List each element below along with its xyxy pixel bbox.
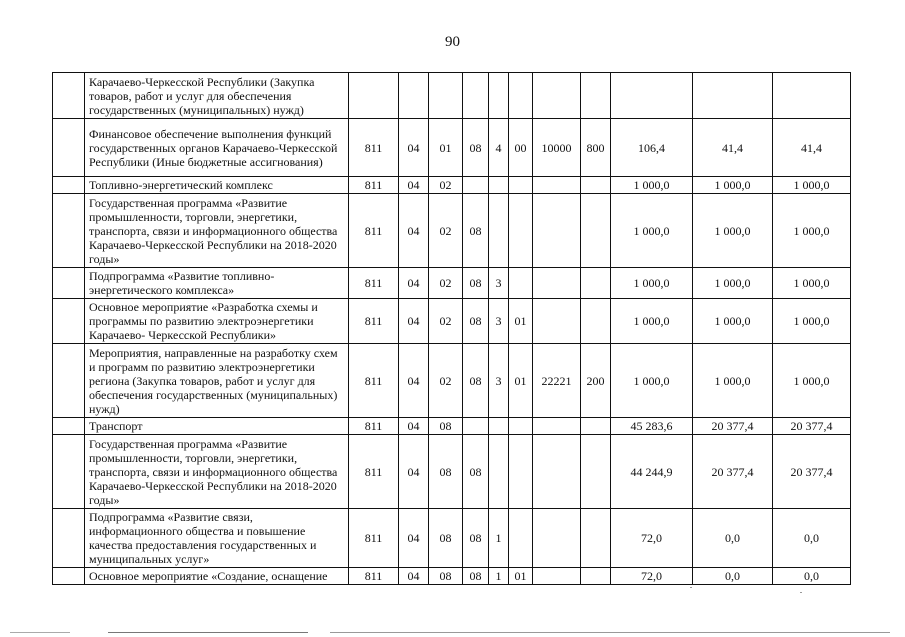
target-article-event-cell	[509, 73, 533, 119]
row-name-cell: Мероприятия, направленные на разработку схем и программ по развитию электроэнергетики региона (Закупка товаров, работ и услуг для обеспечения государственных (муниципальных) нужд)	[85, 344, 349, 418]
row-number-cell	[53, 418, 85, 435]
row-name-cell: Транспорт	[85, 418, 349, 435]
row-number-cell	[53, 177, 85, 194]
sum-year-3-cell: 20 377,4	[773, 435, 851, 509]
sum-year-1-cell: 72,0	[611, 509, 693, 568]
row-number-cell	[53, 344, 85, 418]
target-article-program-cell: 08	[463, 435, 489, 509]
target-article-direction-cell	[533, 73, 581, 119]
ved-code-cell: 811	[349, 435, 399, 509]
row-number-cell	[53, 194, 85, 268]
sum-year-1-cell: 1 000,0	[611, 177, 693, 194]
sum-year-3-cell: 1 000,0	[773, 299, 851, 344]
target-article-direction-cell	[533, 194, 581, 268]
subsection-code-cell: 08	[429, 509, 463, 568]
target-article-program-cell: 08	[463, 194, 489, 268]
table-row	[53, 73, 851, 119]
ved-code-cell: 811	[349, 119, 399, 177]
subsection-code-cell: 02	[429, 177, 463, 194]
expense-type-cell	[581, 194, 611, 268]
row-number-cell	[53, 509, 85, 568]
section-code-cell	[399, 73, 429, 119]
sum-year-3-cell: 0,0	[773, 568, 851, 585]
table-row	[53, 568, 851, 585]
target-article-event-cell	[509, 509, 533, 568]
row-number-cell	[53, 568, 85, 585]
sum-year-1-cell: 1 000,0	[611, 194, 693, 268]
table-row	[53, 418, 851, 435]
expense-type-cell	[581, 73, 611, 119]
target-article-program-cell: 08	[463, 509, 489, 568]
expense-type-cell	[581, 268, 611, 299]
row-name-cell: Карачаево-Черкесской Республики (Закупка товаров, работ и услуг для обеспечения государственных (муниципальных) нужд)	[85, 73, 349, 119]
target-article-subprogram-cell: 3	[489, 344, 509, 418]
sum-year-1-cell: 1 000,0	[611, 299, 693, 344]
sum-year-2-cell: 1 000,0	[693, 344, 773, 418]
expense-type-cell	[581, 568, 611, 585]
section-code-cell: 04	[399, 177, 429, 194]
section-code-cell: 04	[399, 509, 429, 568]
subsection-code-cell	[429, 73, 463, 119]
ved-code-cell: 811	[349, 344, 399, 418]
table-row	[53, 268, 851, 299]
subsection-code-cell: 08	[429, 435, 463, 509]
sum-year-1-cell: 44 244,9	[611, 435, 693, 509]
sum-year-3-cell: 41,4	[773, 119, 851, 177]
sum-year-3-cell: 1 000,0	[773, 194, 851, 268]
expense-type-cell: 800	[581, 119, 611, 177]
target-article-program-cell	[463, 418, 489, 435]
row-name-cell: Основное мероприятие «Разработка схемы и программы по развитию электроэнергетики Карачаево- Черкесской Республики»	[85, 299, 349, 344]
expense-type-cell	[581, 418, 611, 435]
expense-type-cell	[581, 177, 611, 194]
target-article-program-cell: 08	[463, 344, 489, 418]
sum-year-1-cell	[611, 73, 693, 119]
row-name-cell: Государственная программа «Развитие промышленности, торговли, энергетики, транспорта, связи и информационного общества Карачаево-Черкесской Республики на 2018-2020 годы»	[85, 435, 349, 509]
sum-year-2-cell: 0,0	[693, 509, 773, 568]
sum-year-2-cell: 41,4	[693, 119, 773, 177]
row-name-cell: Топливно-энергетический комплекс	[85, 177, 349, 194]
target-article-program-cell: 08	[463, 119, 489, 177]
sum-year-3-cell: 1 000,0	[773, 268, 851, 299]
row-name-cell: Подпрограмма «Развитие топливно-энергетического комплекса»	[85, 268, 349, 299]
target-article-event-cell: 01	[509, 344, 533, 418]
table-row	[53, 435, 851, 509]
sum-year-3-cell: 1 000,0	[773, 177, 851, 194]
sum-year-2-cell: 0,0	[693, 568, 773, 585]
target-article-direction-cell	[533, 568, 581, 585]
target-article-subprogram-cell: 4	[489, 119, 509, 177]
sum-year-2-cell: 20 377,4	[693, 435, 773, 509]
ved-code-cell: 811	[349, 194, 399, 268]
expense-type-cell	[581, 299, 611, 344]
table-row	[53, 509, 851, 568]
ved-code-cell: 811	[349, 299, 399, 344]
ved-code-cell	[349, 73, 399, 119]
target-article-subprogram-cell	[489, 435, 509, 509]
sum-year-1-cell: 45 283,6	[611, 418, 693, 435]
ved-code-cell: 811	[349, 568, 399, 585]
target-article-event-cell: 01	[509, 568, 533, 585]
sum-year-1-cell: 1 000,0	[611, 268, 693, 299]
subsection-code-cell: 02	[429, 268, 463, 299]
table-row	[53, 177, 851, 194]
sum-year-2-cell: 1 000,0	[693, 177, 773, 194]
ved-code-cell: 811	[349, 268, 399, 299]
target-article-subprogram-cell: 1	[489, 509, 509, 568]
target-article-direction-cell	[533, 435, 581, 509]
target-article-subprogram-cell	[489, 418, 509, 435]
section-code-cell: 04	[399, 344, 429, 418]
target-article-event-cell	[509, 418, 533, 435]
target-article-event-cell: 00	[509, 119, 533, 177]
sum-year-1-cell: 106,4	[611, 119, 693, 177]
sum-year-2-cell: 20 377,4	[693, 418, 773, 435]
row-number-cell	[53, 119, 85, 177]
row-number-cell	[53, 73, 85, 119]
sum-year-2-cell: 1 000,0	[693, 299, 773, 344]
ved-code-cell: 811	[349, 509, 399, 568]
budget-table	[52, 72, 851, 585]
scan-artifact-line	[330, 632, 890, 633]
sum-year-3-cell: 1 000,0	[773, 344, 851, 418]
page-number: 90	[445, 34, 460, 50]
section-code-cell: 04	[399, 119, 429, 177]
target-article-subprogram-cell: 3	[489, 299, 509, 344]
section-code-cell: 04	[399, 568, 429, 585]
target-article-subprogram-cell	[489, 73, 509, 119]
target-article-direction-cell	[533, 418, 581, 435]
target-article-direction-cell: 22221	[533, 344, 581, 418]
target-article-direction-cell	[533, 299, 581, 344]
target-article-program-cell	[463, 177, 489, 194]
target-article-program-cell	[463, 73, 489, 119]
target-article-event-cell	[509, 177, 533, 194]
sum-year-3-cell: 20 377,4	[773, 418, 851, 435]
ved-code-cell: 811	[349, 418, 399, 435]
target-article-direction-cell: 10000	[533, 119, 581, 177]
subsection-code-cell: 08	[429, 418, 463, 435]
table-row	[53, 194, 851, 268]
target-article-event-cell	[509, 435, 533, 509]
row-number-cell	[53, 299, 85, 344]
target-article-subprogram-cell: 3	[489, 268, 509, 299]
target-article-event-cell: 01	[509, 299, 533, 344]
target-article-program-cell: 08	[463, 299, 489, 344]
row-name-cell: Финансовое обеспечение выполнения функций государственных органов Карачаево-Черкесской Республики (Иные бюджетные ассигнования)	[85, 119, 349, 177]
row-name-cell: Основное мероприятие «Создание, оснащение	[85, 568, 349, 585]
row-name-cell: Подпрограмма «Развитие связи, информационного общества и повышение качества предоставления государственных и муниципальных услуг»	[85, 509, 349, 568]
sum-year-3-cell	[773, 73, 851, 119]
subsection-code-cell: 02	[429, 344, 463, 418]
expense-type-cell	[581, 509, 611, 568]
section-code-cell: 04	[399, 268, 429, 299]
subsection-code-cell: 02	[429, 194, 463, 268]
subsection-code-cell: 08	[429, 568, 463, 585]
target-article-subprogram-cell	[489, 194, 509, 268]
scan-artifact-dot	[800, 592, 802, 593]
table-row	[53, 119, 851, 177]
target-article-direction-cell	[533, 509, 581, 568]
target-article-subprogram-cell	[489, 177, 509, 194]
row-name-cell: Государственная программа «Развитие промышленности, торговли, энергетики, транспорта, связи и информационного общества Карачаево-Черкесской Республики на 2018-2020 годы»	[85, 194, 349, 268]
sum-year-1-cell: 72,0	[611, 568, 693, 585]
row-number-cell	[53, 435, 85, 509]
scan-artifact-dot	[690, 587, 692, 588]
scan-artifact-line	[108, 632, 308, 633]
sum-year-2-cell: 1 000,0	[693, 194, 773, 268]
ved-code-cell: 811	[349, 177, 399, 194]
row-number-cell	[53, 268, 85, 299]
target-article-program-cell: 08	[463, 568, 489, 585]
section-code-cell: 04	[399, 299, 429, 344]
target-article-event-cell	[509, 268, 533, 299]
subsection-code-cell: 01	[429, 119, 463, 177]
sum-year-1-cell: 1 000,0	[611, 344, 693, 418]
target-article-event-cell	[509, 194, 533, 268]
section-code-cell: 04	[399, 194, 429, 268]
target-article-program-cell: 08	[463, 268, 489, 299]
target-article-subprogram-cell: 1	[489, 568, 509, 585]
expense-type-cell	[581, 435, 611, 509]
section-code-cell: 04	[399, 435, 429, 509]
table-row	[53, 299, 851, 344]
table-row	[53, 344, 851, 418]
target-article-direction-cell	[533, 177, 581, 194]
sum-year-2-cell	[693, 73, 773, 119]
section-code-cell: 04	[399, 418, 429, 435]
subsection-code-cell: 02	[429, 299, 463, 344]
scan-artifact-line	[10, 632, 70, 633]
target-article-direction-cell	[533, 268, 581, 299]
expense-type-cell: 200	[581, 344, 611, 418]
sum-year-2-cell: 1 000,0	[693, 268, 773, 299]
sum-year-3-cell: 0,0	[773, 509, 851, 568]
